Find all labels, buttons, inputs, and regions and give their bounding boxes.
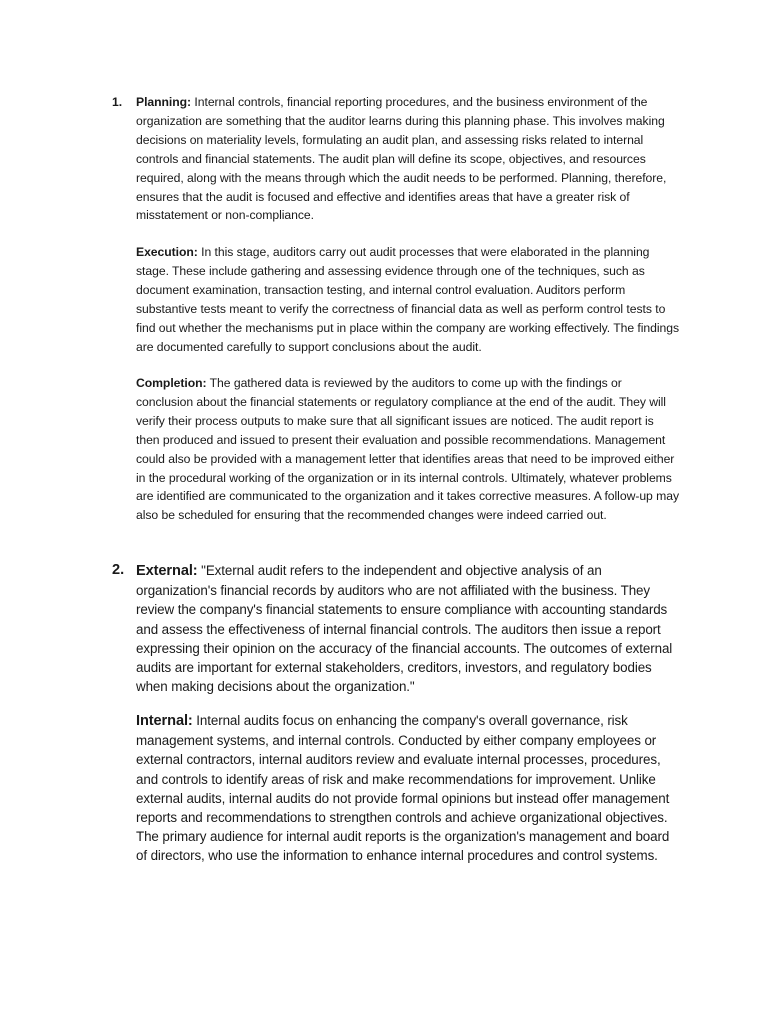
paragraph-planning (136, 93, 680, 225)
paragraph-internal (136, 711, 680, 866)
paragraph-heading: Execution: (136, 245, 198, 259)
paragraph-heading: Completion: (136, 376, 207, 390)
list-number: 2. (112, 562, 125, 578)
paragraph-heading: Internal: (136, 713, 193, 729)
paragraph-text: In this stage, auditors carry out audit processes that were elaborated in the planning stage. These include gathering and assessing evidence through one of the techniques, such as document examination, transaction testing, and internal control evaluation. Auditors perform substantive tests meant to verify the correctness of financial data as well as perform control tests to find out whether the mechanisms put in place within the company are working effectively. The findings are documented carefully to support conclusions about the audit. (136, 245, 680, 354)
paragraph-execution (136, 243, 680, 356)
paragraph-text: Internal audits focus on enhancing the company's overall governance, risk management systems, and internal controls. Conducted by either company employees or external contractors, internal auditors review and evaluate internal processes, procedures, and controls to identify areas of risk and make recommendations for improvement. Unlike external audits, internal audits do not provide formal opinions but instead offer management reports and recommendations to strengthen controls and achieve organizational objectives. The primary audience for internal audit reports is the organization's management and board of directors, who use the information to enhance internal procedures and control systems. (136, 713, 670, 864)
list-number: 1. (112, 95, 123, 109)
paragraph-external (136, 561, 680, 696)
paragraph-text: Internal controls, financial reporting procedures, and the business environment of the organization are something that the auditor learns during this planning phase. This involves making decisions on materiality levels, formulating an audit plan, and assessing risks related to internal controls and financial statements. The audit plan will define its scope, objectives, and resources required, along with the means through which the audit needs to be performed. Planning, therefore, ensures that the audit is focused and effective and identifies areas that have a greater risk of misstatement or non-compliance. (136, 95, 667, 223)
paragraph-completion (136, 374, 680, 525)
paragraph-text: The gathered data is reviewed by the auditors to come up with the findings or conclusion about the financial statements or regulatory compliance at the end of the audit. They will verify their process outputs to make sure that all significant issues are noticed. The audit report is then produced and issued to present their evaluation and possible recommendations. Management could also be provided with a management letter that identifies areas that need to be improved either in the procedural working of the organization or in its internal controls. Ultimately, whatever problems are identified are communicated to the organization and it takes corrective measures. A follow-up may also be scheduled for ensuring that the recommended changes were indeed carried out. (136, 376, 679, 523)
paragraph-heading: External: (136, 563, 198, 579)
paragraph-text: "External audit refers to the independent and objective analysis of an organization's financial records by auditors who are not affiliated with the business. They review the company's financial statements to ensure compliance with accounting standards and assess the effectiveness of internal financial controls. The auditors then issue a report expressing their opinion on the accuracy of the financial accounts. The outcomes of external audits are important for external stakeholders, creditors, investors, and regulatory bodies when making decisions about the organization." (136, 563, 673, 695)
paragraph-heading: Planning: (136, 95, 192, 109)
